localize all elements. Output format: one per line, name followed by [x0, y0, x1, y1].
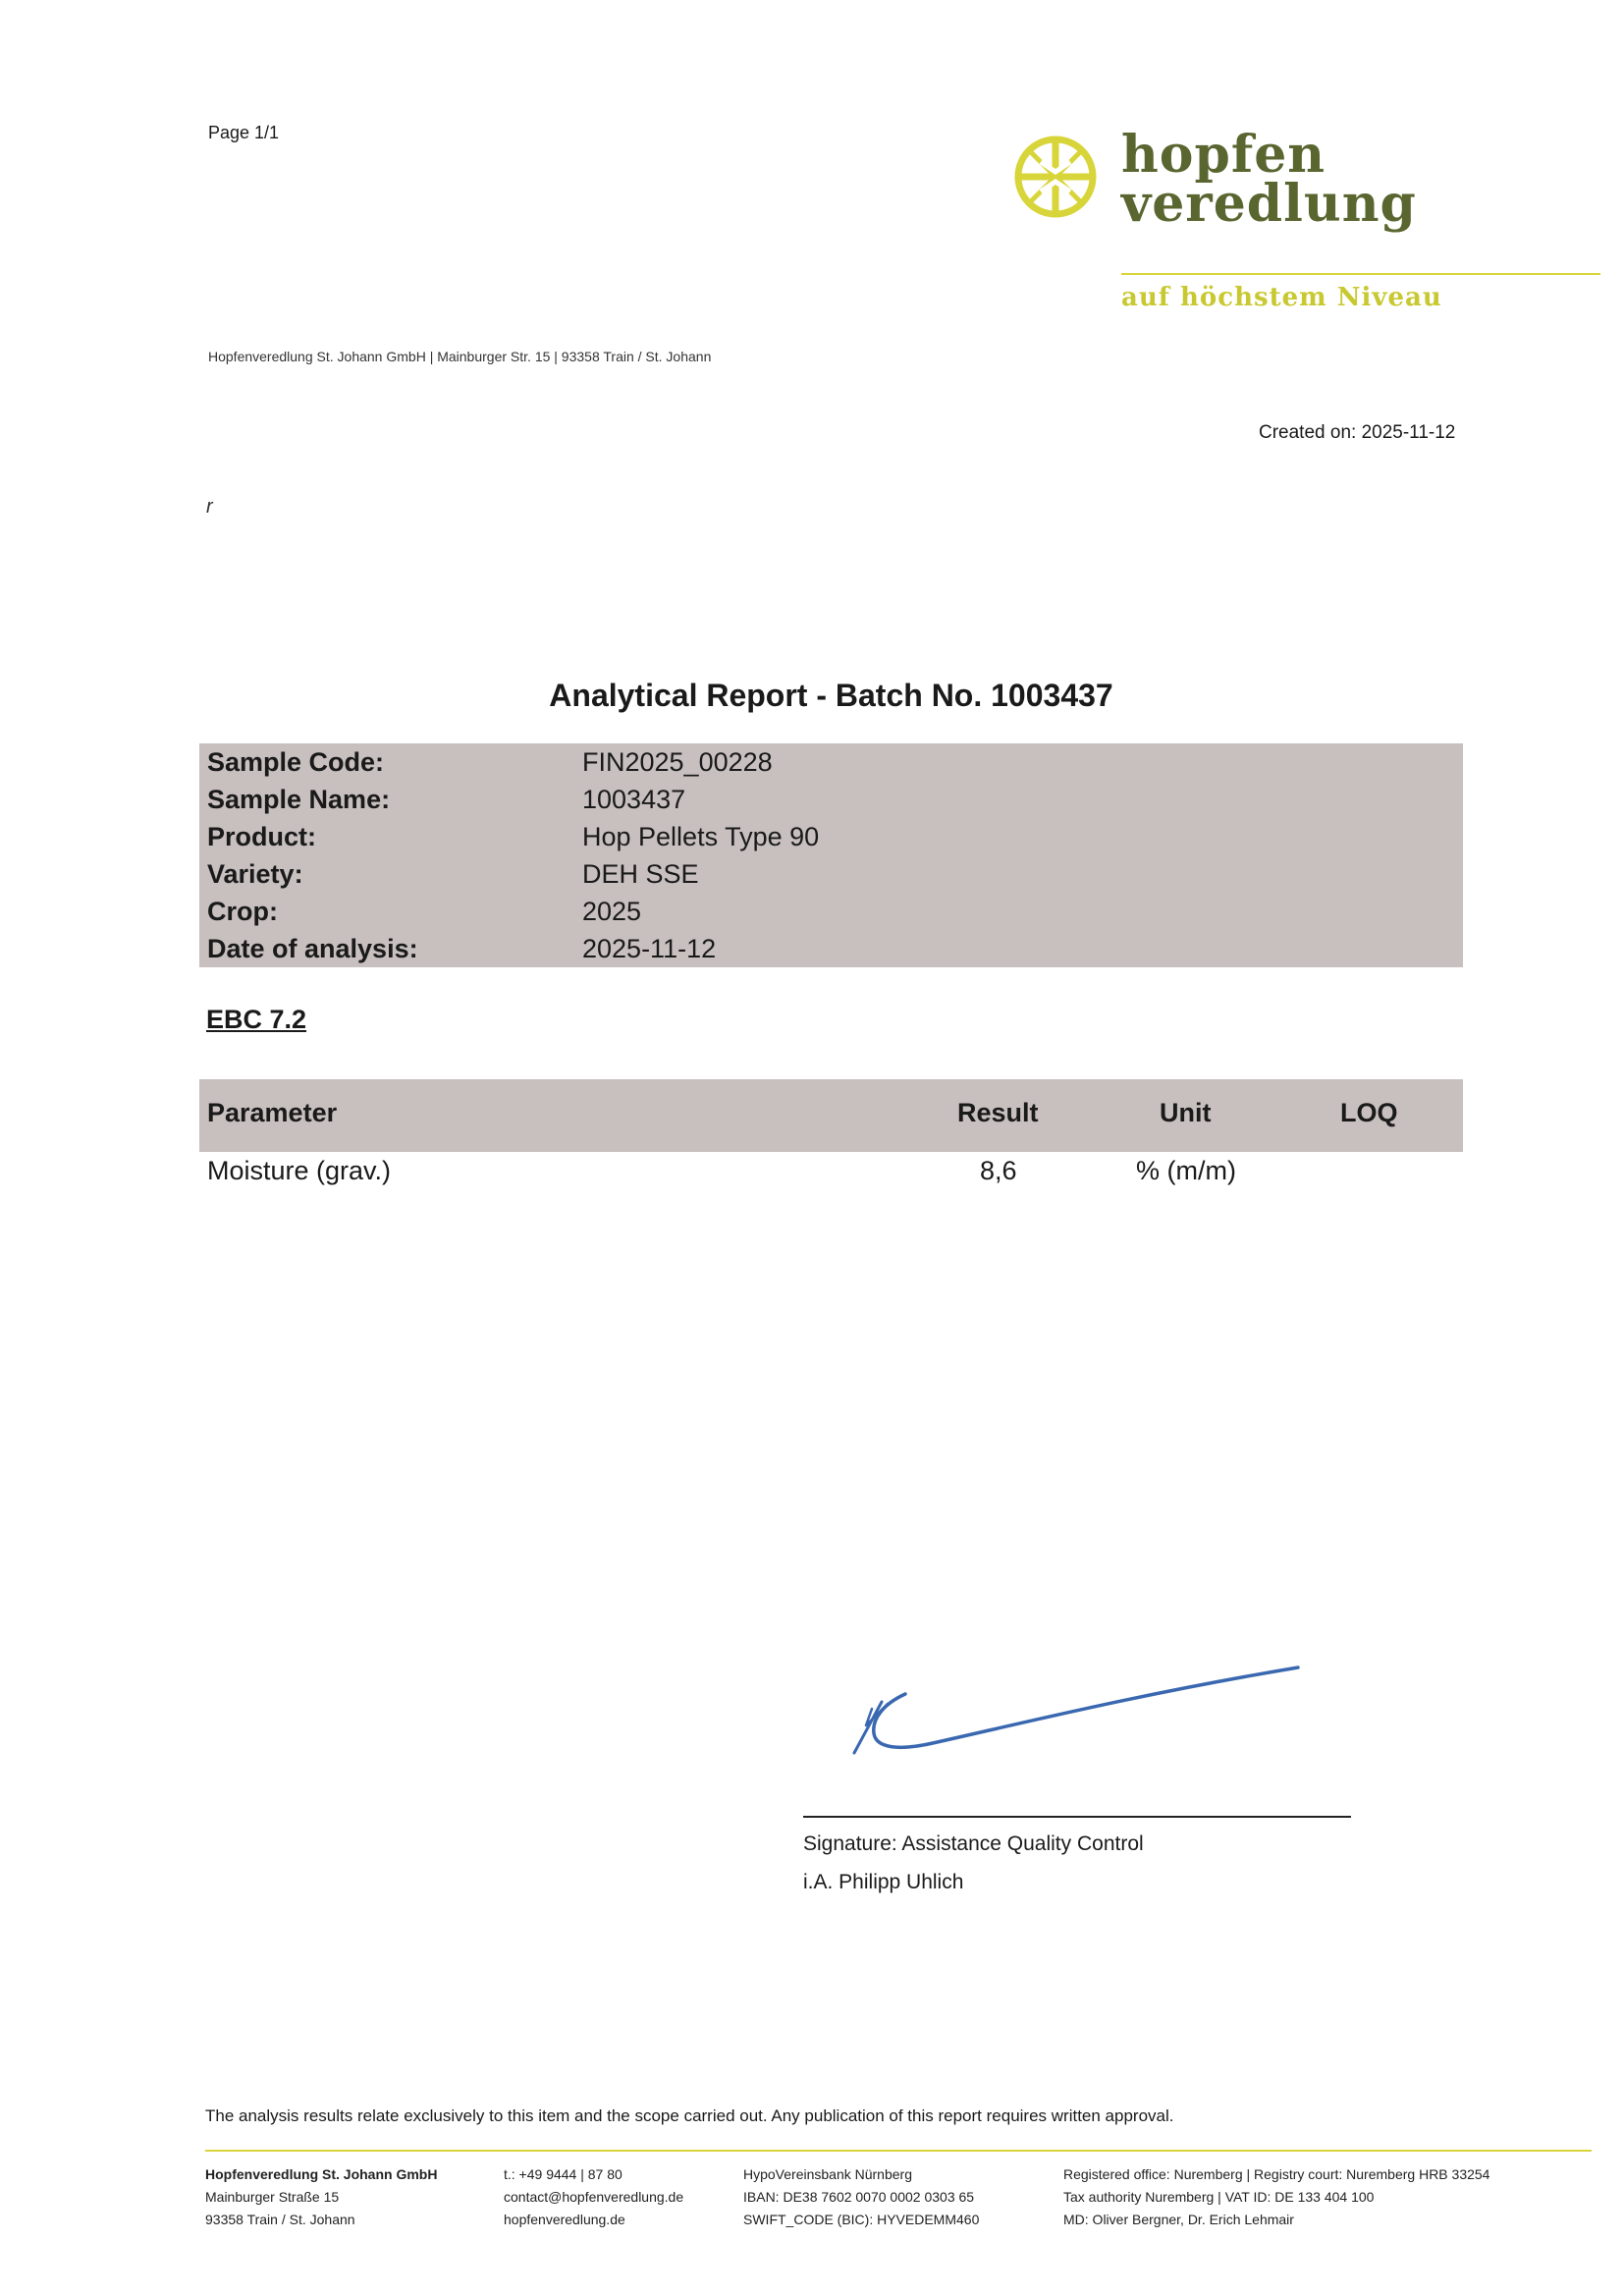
hop-emblem-icon — [1011, 133, 1100, 221]
company-logo — [1011, 125, 1600, 324]
footer-bic: SWIFT_CODE (BIC): HYVEDEMM460 — [743, 2212, 980, 2227]
info-value: 1003437 — [582, 785, 686, 814]
info-label: Product: — [207, 822, 316, 851]
footer-street: Mainburger Straße 15 — [205, 2189, 340, 2205]
cell-result: 8,6 — [980, 1156, 1017, 1185]
disclaimer-text: The analysis results relate exclusively to this item and the scope carried out. Any publication of this report requires written approval. — [205, 2106, 1174, 2125]
footer-bank-name: HypoVereinsbank Nürnberg — [743, 2166, 912, 2182]
signature-caption: Signature: Assistance Quality Control — [803, 1832, 1144, 1855]
footer-email: contact@hopfenveredlung.de — [504, 2189, 684, 2205]
col-header-loq: LOQ — [1340, 1098, 1398, 1127]
page-number: Page 1/1 — [208, 123, 280, 142]
logo-word-1: hopfen — [1121, 125, 1326, 185]
results-table-header — [199, 1079, 1463, 1152]
info-value: Hop Pellets Type 90 — [582, 822, 820, 851]
footer-divider — [205, 2150, 1592, 2152]
footer-registration — [1063, 2163, 1489, 2231]
stray-mark: r — [206, 496, 213, 518]
footer-city: 93358 Train / St. Johann — [205, 2212, 355, 2227]
method-heading: EBC 7.2 — [206, 1005, 307, 1034]
handwritten-signature — [844, 1665, 1306, 1773]
created-date: Created on: 2025-11-12 — [1259, 422, 1456, 443]
cell-unit: % (m/m) — [1136, 1156, 1236, 1185]
footer-contact — [504, 2163, 683, 2231]
footer-company-name: Hopfenveredlung St. Johann GmbH — [205, 2166, 438, 2182]
info-value: FIN2025_00228 — [582, 747, 773, 777]
footer-directors: MD: Oliver Bergner, Dr. Erich Lehmair — [1063, 2212, 1294, 2227]
info-label: Sample Name: — [207, 785, 391, 814]
signatory-name: i.A. Philipp Uhlich — [803, 1871, 964, 1893]
info-label: Variety: — [207, 859, 303, 889]
info-label: Sample Code: — [207, 747, 385, 777]
info-value: 2025-11-12 — [582, 934, 717, 963]
col-header-result: Result — [957, 1098, 1039, 1127]
footer-website: hopfenveredlung.de — [504, 2212, 625, 2227]
info-label: Date of analysis: — [207, 934, 418, 963]
info-value: DEH SSE — [582, 859, 699, 889]
cell-parameter: Moisture (grav.) — [207, 1156, 392, 1185]
footer-bank — [743, 2163, 979, 2231]
footer-registry: Registered office: Nuremberg | Registry court: Nuremberg HRB 33254 — [1063, 2166, 1490, 2182]
footer-vat: Tax authority Nuremberg | VAT ID: DE 133 404 100 — [1063, 2189, 1375, 2205]
signature-line — [803, 1816, 1351, 1818]
col-header-unit: Unit — [1160, 1098, 1212, 1127]
logo-word-2: veredlung — [1121, 174, 1417, 234]
report-title: Analytical Report - Batch No. 1003437 — [549, 678, 1113, 713]
sender-address: Hopfenveredlung St. Johann GmbH | Mainburger Str. 15 | 93358 Train / St. Johann — [208, 349, 712, 364]
footer-iban: IBAN: DE38 7602 0070 0002 0303 65 — [743, 2189, 975, 2205]
logo-underline — [1121, 273, 1600, 275]
logo-tagline: auf höchstem Niveau — [1121, 283, 1442, 312]
footer-company — [205, 2163, 437, 2231]
col-header-parameter: Parameter — [207, 1098, 338, 1127]
info-value: 2025 — [582, 897, 642, 926]
sample-info-box — [199, 743, 1463, 967]
info-label: Crop: — [207, 897, 278, 926]
table-row — [199, 1152, 1463, 1195]
footer-phone: t.: +49 9444 | 87 80 — [504, 2166, 622, 2182]
